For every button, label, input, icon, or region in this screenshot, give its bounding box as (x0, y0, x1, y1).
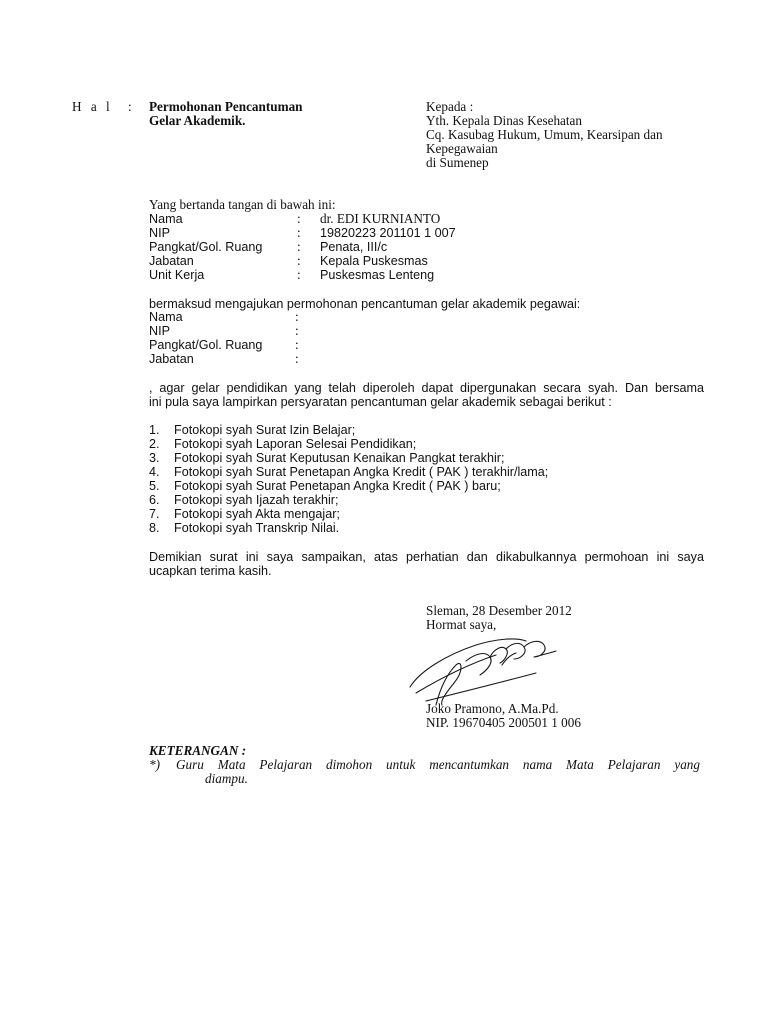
note-title: KETERANGAN : (149, 743, 247, 758)
subject-line-2: Gelar Akademik. (149, 113, 246, 128)
note-line-2: diampu. (205, 771, 248, 786)
recipient-line: Yth. Kepala Dinas Kesehatan (426, 113, 582, 128)
recipient-line: Kepegawaian (426, 141, 498, 156)
subject-line-1: Permohonan Pencantuman (149, 99, 303, 114)
list-text: Fotokopi syah Surat Penetapan Angka Kredit ( PAK ) terakhir/lama; (174, 465, 549, 479)
field-value: Kepala Puskesmas (320, 254, 428, 268)
recipient-line: di Sumenep (426, 155, 489, 170)
employee-intro: bermaksud mengajukan permohonan pencantuman gelar akademik pegawai: (149, 297, 581, 311)
closing-line-2: ucapkan terima kasih. (149, 564, 272, 578)
field-colon: : (295, 351, 299, 366)
list-number: 1. (149, 423, 160, 437)
note-marker: *) (149, 757, 160, 772)
list-number: 3. (149, 451, 160, 465)
field-label: Jabatan (149, 254, 194, 268)
field-label: Jabatan (149, 352, 194, 366)
field-value: Puskesmas Lenteng (320, 268, 435, 282)
hal-label: H a l (72, 99, 113, 114)
field-label: Pangkat/Gol. Ruang (149, 240, 263, 254)
list-text: Fotokopi syah Surat Keputusan Kenaikan Pangkat terakhir; (174, 451, 505, 465)
field-colon: : (295, 309, 299, 324)
field-colon: : (297, 253, 301, 268)
field-colon: : (297, 267, 301, 282)
list-text: Fotokopi syah Surat Penetapan Angka Kredit ( PAK ) baru; (174, 479, 501, 493)
field-colon: : (295, 337, 299, 352)
list-number: 6. (149, 493, 160, 507)
field-colon: : (297, 211, 301, 226)
list-text: Fotokopi syah Transkrip Nilai. (174, 521, 340, 535)
field-value: Penata, III/c (320, 240, 388, 254)
signature-place-date: Sleman, 28 Desember 2012 (426, 603, 572, 618)
list-text: Fotokopi syah Surat Izin Belajar; (174, 423, 356, 437)
handwritten-signature (406, 631, 566, 711)
list-text: Fotokopi syah Ijazah terakhir; (174, 493, 339, 507)
purpose-line-2: ini pula saya lampirkan persyaratan pencantuman gelar akademik sebagai berikut : (149, 395, 612, 409)
field-value: 19820223 201101 1 007 (320, 226, 456, 240)
note-line-1: Guru Mata Pelajaran dimohon untuk mencantumkan nama Mata Pelajaran yang (176, 757, 700, 772)
field-value: dr. EDI KURNIANTO (320, 211, 441, 226)
purpose-line-1: , agar gelar pendidikan yang telah diperoleh dapat dipergunakan secara syah. Dan bersama (149, 381, 704, 395)
list-text: Fotokopi syah Akta mengajar; (174, 507, 340, 521)
recipient-line: Kepada : (426, 99, 474, 114)
field-label: NIP (149, 226, 170, 240)
field-colon: : (297, 225, 301, 240)
list-number: 5. (149, 479, 160, 493)
signature-greeting: Hormat saya, (426, 617, 497, 632)
field-label: Nama (149, 212, 183, 226)
list-number: 7. (149, 507, 160, 521)
applicant-intro: Yang bertanda tangan di bawah ini: (149, 197, 336, 212)
field-label: Pangkat/Gol. Ruang (149, 338, 263, 352)
list-text: Fotokopi syah Laporan Selesai Pendidikan; (174, 437, 417, 451)
field-label: Unit Kerja (149, 268, 205, 282)
list-number: 8. (149, 521, 160, 535)
list-number: 4. (149, 465, 160, 479)
field-label: Nama (149, 310, 183, 324)
hal-colon: : (128, 99, 132, 114)
field-colon: : (297, 239, 301, 254)
list-number: 2. (149, 437, 160, 451)
signer-name: Joko Pramono, A.Ma.Pd. (426, 701, 559, 716)
field-label: NIP (149, 324, 170, 338)
field-colon: : (295, 323, 299, 338)
signer-nip: NIP. 19670405 200501 1 006 (426, 715, 581, 730)
closing-line-1: Demikian surat ini saya sampaikan, atas perhatian dan dikabulkannya permohoan ini saya (149, 550, 704, 564)
recipient-line: Cq. Kasubag Hukum, Umum, Kearsipan dan (426, 127, 663, 142)
